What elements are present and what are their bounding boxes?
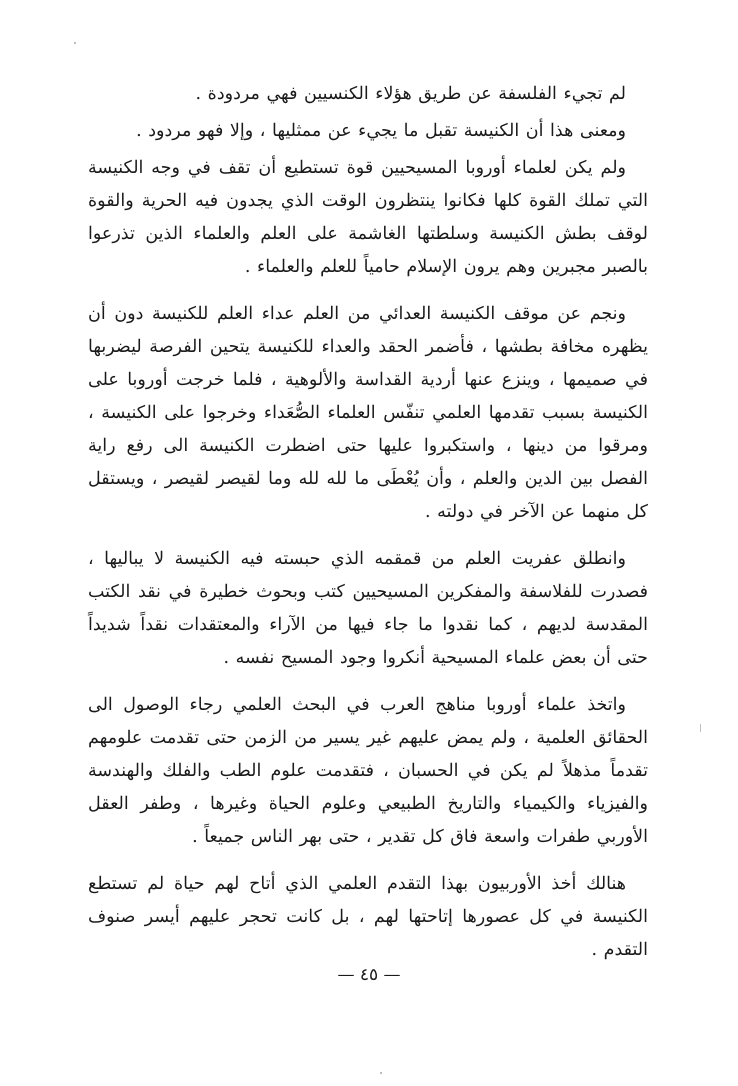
- page-number: — ٤٥ —: [337, 965, 401, 985]
- paragraph-5: وانطلق عفريت العلم من قمقمه الذي حبسته فيه الكنيسة لا يباليها ، فصدرت للفلاسفة والمفكرين المسيحيين كتب وبحوث خطيرة في نقد الكتب المقدسة لديهم ، كما نقدوا ما جاء فيها من الآراء والمعتقدات نقداً شديداً حتى أن بعض علماء المسيحية أنكروا وجود المسيح نفسه .: [88, 549, 648, 668]
- paragraph-6: واتخذ علماء أوروبا مناهج العرب في البحث العلمي رجاء الوصول الى الحقائق العلمية ، ولم يمض عليهم غير يسير من الزمن حتى تقدمت علومهم تقدماً مذهلاً لم يكن في الحسبان ، فتقدمت علوم الطب والفلك والهندسة والفيزياء والكيمياء والتاريخ الطبيعي وعلوم الحياة وغيرها ، وطفر العقل الأوربي طفرات واسعة فاق كل تقدير ، حتى بهر الناس جميعاً .: [88, 695, 648, 847]
- paragraph-3: ولم يكن لعلماء أوروبا المسيحيين قوة تستطيع أن تقف في وجه الكنيسة التي تملك القوة كلها فكانوا ينتظرون الوقت الذي يجدون فيه الحرية والقوة لوقف بطش الكنيسة وسلطتها الغاشمة على العلم والعلماء الذين تذرعوا بالصبر مجبرين وهم يرون الإسلام حامياً للعلم والعلماء .: [88, 158, 648, 277]
- scan-speck: [380, 1072, 382, 1074]
- paragraph-4: ونجم عن موقف الكنيسة العدائي من العلم عداء العلم للكنيسة دون أن يظهره مخافة بطشها ، فأضمر الحقد والعداء للكنيسة يتحين الفرصة ليضربها في صميمها ، وينزع عنها أردية القداسة والألوهية ، فلما خرجت أوروبا على الكنيسة بسبب تقدمها العلمي تنفّس العلماء الصُّعَداء وخرجوا على الكنيسة ، ومرقوا من دينها ، واستكبروا عليها حتى اضطرت الكنيسة الى رفع راية الفصل بين الدين والعلم ، وأن يُعْطَى ما لله لله وما لقيصر لقيصر ، ويستقل كل منهما عن الآخر في دولته .: [88, 304, 648, 522]
- paragraph-2: ومعنى هذا أن الكنيسة تقبل ما يجيء عن ممثليها ، وإلا فهو مردود .: [136, 121, 626, 141]
- scan-speck: [74, 42, 76, 44]
- page-body: [88, 78, 648, 980]
- paragraph-7: هنالك أخذ الأوربيون بهذا التقدم العلمي الذي أتاح لهم حياة لم تستطع الكنيسة في كل عصورها إتاحتها لهم ، بل كانت تحجر عليهم أيسر صنوف التقدم .: [88, 874, 648, 960]
- paragraph-1: لم تجيء الفلسفة عن طريق هؤلاء الكنسيين فهي مردودة .: [195, 84, 626, 104]
- scan-speck: [700, 724, 701, 732]
